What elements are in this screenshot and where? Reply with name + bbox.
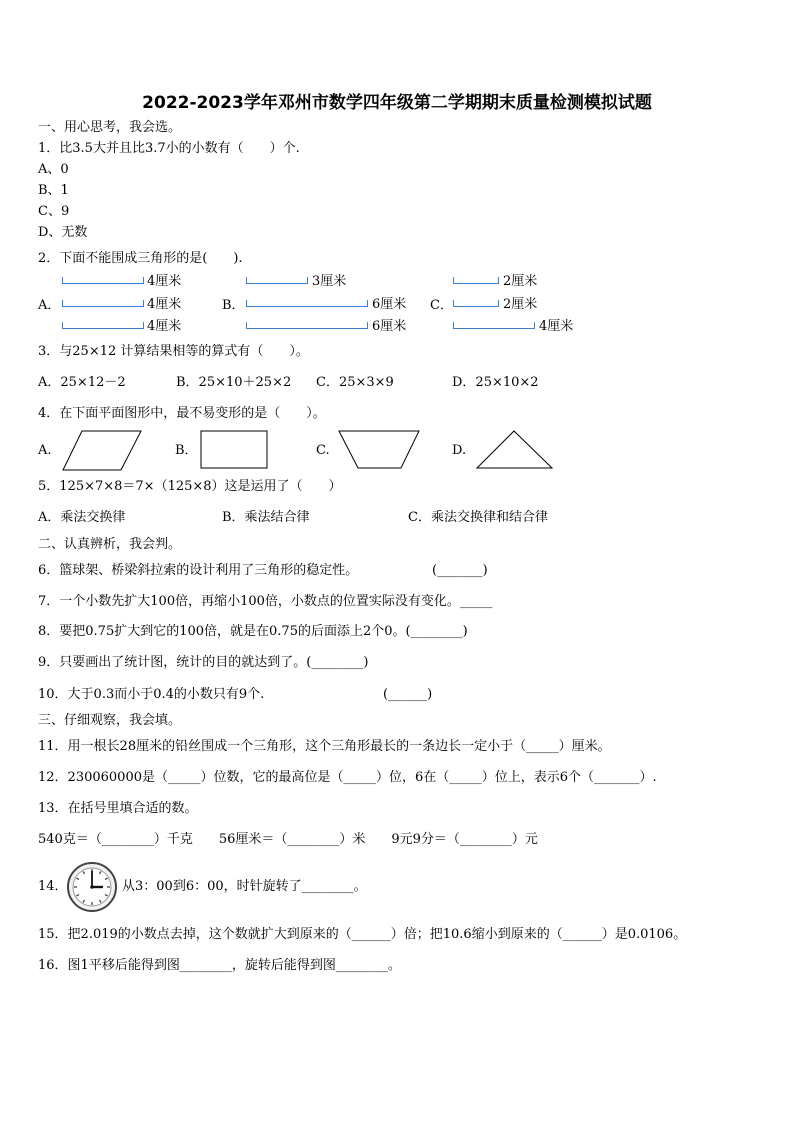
q13-line: 540克＝（________）千克 56厘米＝（________）米 9元9分＝（________）元 — [38, 832, 538, 847]
segment-c2 — [453, 300, 499, 307]
q14-text: 从3：00到6：00，时针旋转了________。 — [122, 879, 367, 894]
segment-b2-length: 6厘米 — [372, 297, 407, 312]
q7-stem: 7．一个小数先扩大100倍，再缩小100倍，小数点的位置实际没有变化。_____ — [38, 594, 493, 609]
q14-number: 14． — [38, 879, 68, 894]
q3-stem: 3．与25×12 计算结果相等的算式有（ ）。 — [38, 344, 309, 359]
q10-answer-blank[interactable]: (______) — [383, 687, 433, 702]
q3-option-d: D．25×10×2 — [452, 375, 539, 390]
q2-option-a-label: A． — [38, 298, 61, 313]
q2-stem: 2．下面不能围成三角形的是( ). — [38, 251, 243, 266]
q8-stem: 8．要把0.75扩大到它的100倍，就是在0.75的后面添上2个0。(________) — [38, 624, 468, 639]
triangle-shape — [476, 430, 554, 470]
q3-option-c: C．25×3×9 — [316, 375, 394, 390]
section-2-heading: 二、认真辨析，我会判。 — [38, 537, 182, 552]
q4-option-c: C. — [316, 443, 330, 458]
q4-option-d: D. — [452, 443, 467, 458]
q3-option-a: A．25×12－2 — [38, 375, 126, 390]
segment-c1-length: 2厘米 — [503, 274, 538, 289]
q1-option-b: B、1 — [38, 183, 69, 198]
q12-stem: 12．230060000是（_____）位数，它的最高位是（_____）位，6在（_____）位上，表示6个（_______）. — [38, 770, 657, 785]
trapezoid-shape — [338, 430, 422, 470]
segment-a3 — [62, 322, 144, 329]
segment-c3 — [453, 322, 535, 329]
q6-answer-blank[interactable]: (_______) — [432, 563, 488, 578]
q16-stem: 16．图1平移后能得到图________，旋转后能得到图________。 — [38, 958, 401, 973]
q1-option-c: C、9 — [38, 204, 70, 219]
q5-stem: 5．125×7×8＝7×（125×8）这是运用了（ ） — [38, 479, 342, 494]
segment-b3-length: 6厘米 — [372, 319, 407, 334]
q5-option-b: B．乘法结合律 — [222, 510, 310, 525]
q11-stem: 11．用一根长28厘米的铅丝围成一个三角形，这个三角形最长的一条边长一定小于（_____）厘米。 — [38, 739, 611, 754]
segment-b2 — [246, 300, 368, 307]
q15-stem: 15．把2.019的小数点去掉，这个数就扩大到原来的（______）倍；把10.6缩小到原来的（______）是0.0106。 — [38, 927, 687, 942]
segment-a1 — [62, 277, 144, 284]
q1-option-d: D、无数 — [38, 225, 88, 240]
segment-c1 — [453, 277, 499, 284]
q4-stem: 4．在下面平面图形中，最不易变形的是（ ）。 — [38, 406, 326, 421]
segment-b3 — [246, 322, 368, 329]
rectangle-shape — [200, 430, 268, 470]
section-1-heading: 一、用心思考，我会选。 — [38, 120, 182, 135]
q9-stem: 9．只要画出了统计图，统计的目的就达到了。(________) — [38, 655, 369, 670]
segment-a2 — [62, 300, 144, 307]
q10-stem: 10．大于0.3而小于0.4的小数只有9个. — [38, 687, 265, 702]
q3-option-b: B．25×10＋25×2 — [176, 375, 292, 390]
q4-option-b: B． — [175, 443, 198, 458]
q6-stem: 6．篮球架、桥梁斜拉索的设计利用了三角形的稳定性。 — [38, 563, 359, 578]
segment-a1-length: 4厘米 — [147, 274, 182, 289]
segment-b1 — [246, 277, 308, 284]
segment-a3-length: 4厘米 — [147, 319, 182, 334]
q5-option-c: C．乘法交换律和结合律 — [408, 510, 548, 525]
q4-option-a: A. — [38, 443, 52, 458]
q2-option-c-label: C． — [430, 298, 453, 313]
segment-b1-length: 3厘米 — [312, 274, 347, 289]
section-3-heading: 三、仔细观察，我会填。 — [38, 713, 182, 728]
q13-stem: 13．在括号里填合适的数。 — [38, 801, 198, 816]
q1-stem: 1．比3.5大并且比3.7小的小数有（ ）个. — [38, 141, 300, 156]
parallelogram-shape — [62, 430, 142, 472]
segment-c2-length: 2厘米 — [503, 297, 538, 312]
q5-option-a: A．乘法交换律 — [38, 510, 126, 525]
q1-option-a: A、0 — [38, 162, 69, 177]
segment-a2-length: 4厘米 — [147, 297, 182, 312]
page-title: 2022-2023学年邓州市数学四年级第二学期期末质量检测模拟试题 — [142, 93, 652, 113]
segment-c3-length: 4厘米 — [539, 319, 574, 334]
q2-option-b-label: B． — [222, 298, 245, 313]
clock-icon — [66, 861, 118, 913]
